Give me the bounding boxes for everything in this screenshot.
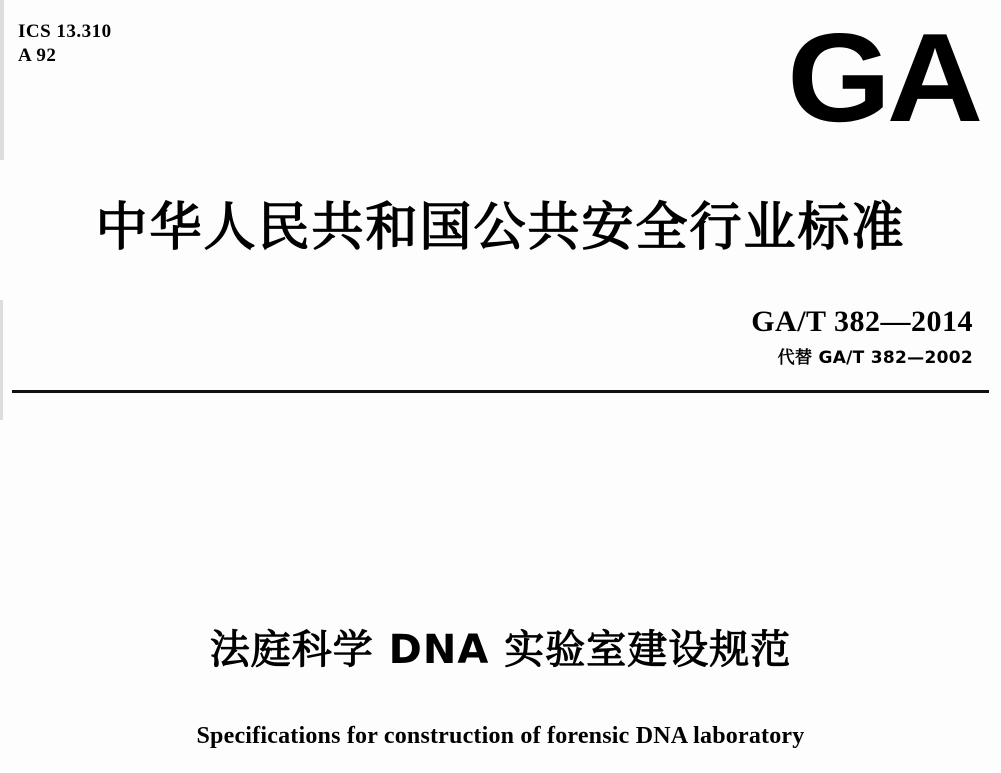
standard-number-block <box>751 305 973 368</box>
ga-logo: GA <box>787 7 979 148</box>
document-title-chinese: 法庭科学 DNA 实验室建设规范 <box>209 627 792 673</box>
scan-edge-artifact <box>0 300 3 420</box>
document-title-english: Specifications for construction of forensic DNA laboratory <box>196 723 805 749</box>
issuing-body-title: 中华人民共和国公共安全行业标准 <box>95 198 906 258</box>
horizontal-rule <box>12 390 989 393</box>
ics-classification-block <box>18 20 112 68</box>
standard-replaces: 代替 GA/T 382—2002 <box>777 348 973 368</box>
scan-edge-artifact <box>0 0 4 160</box>
ccs-code: A 92 <box>18 44 57 66</box>
standard-number: GA/T 382—2014 <box>751 305 973 338</box>
ics-code: ICS 13.310 <box>18 21 112 42</box>
